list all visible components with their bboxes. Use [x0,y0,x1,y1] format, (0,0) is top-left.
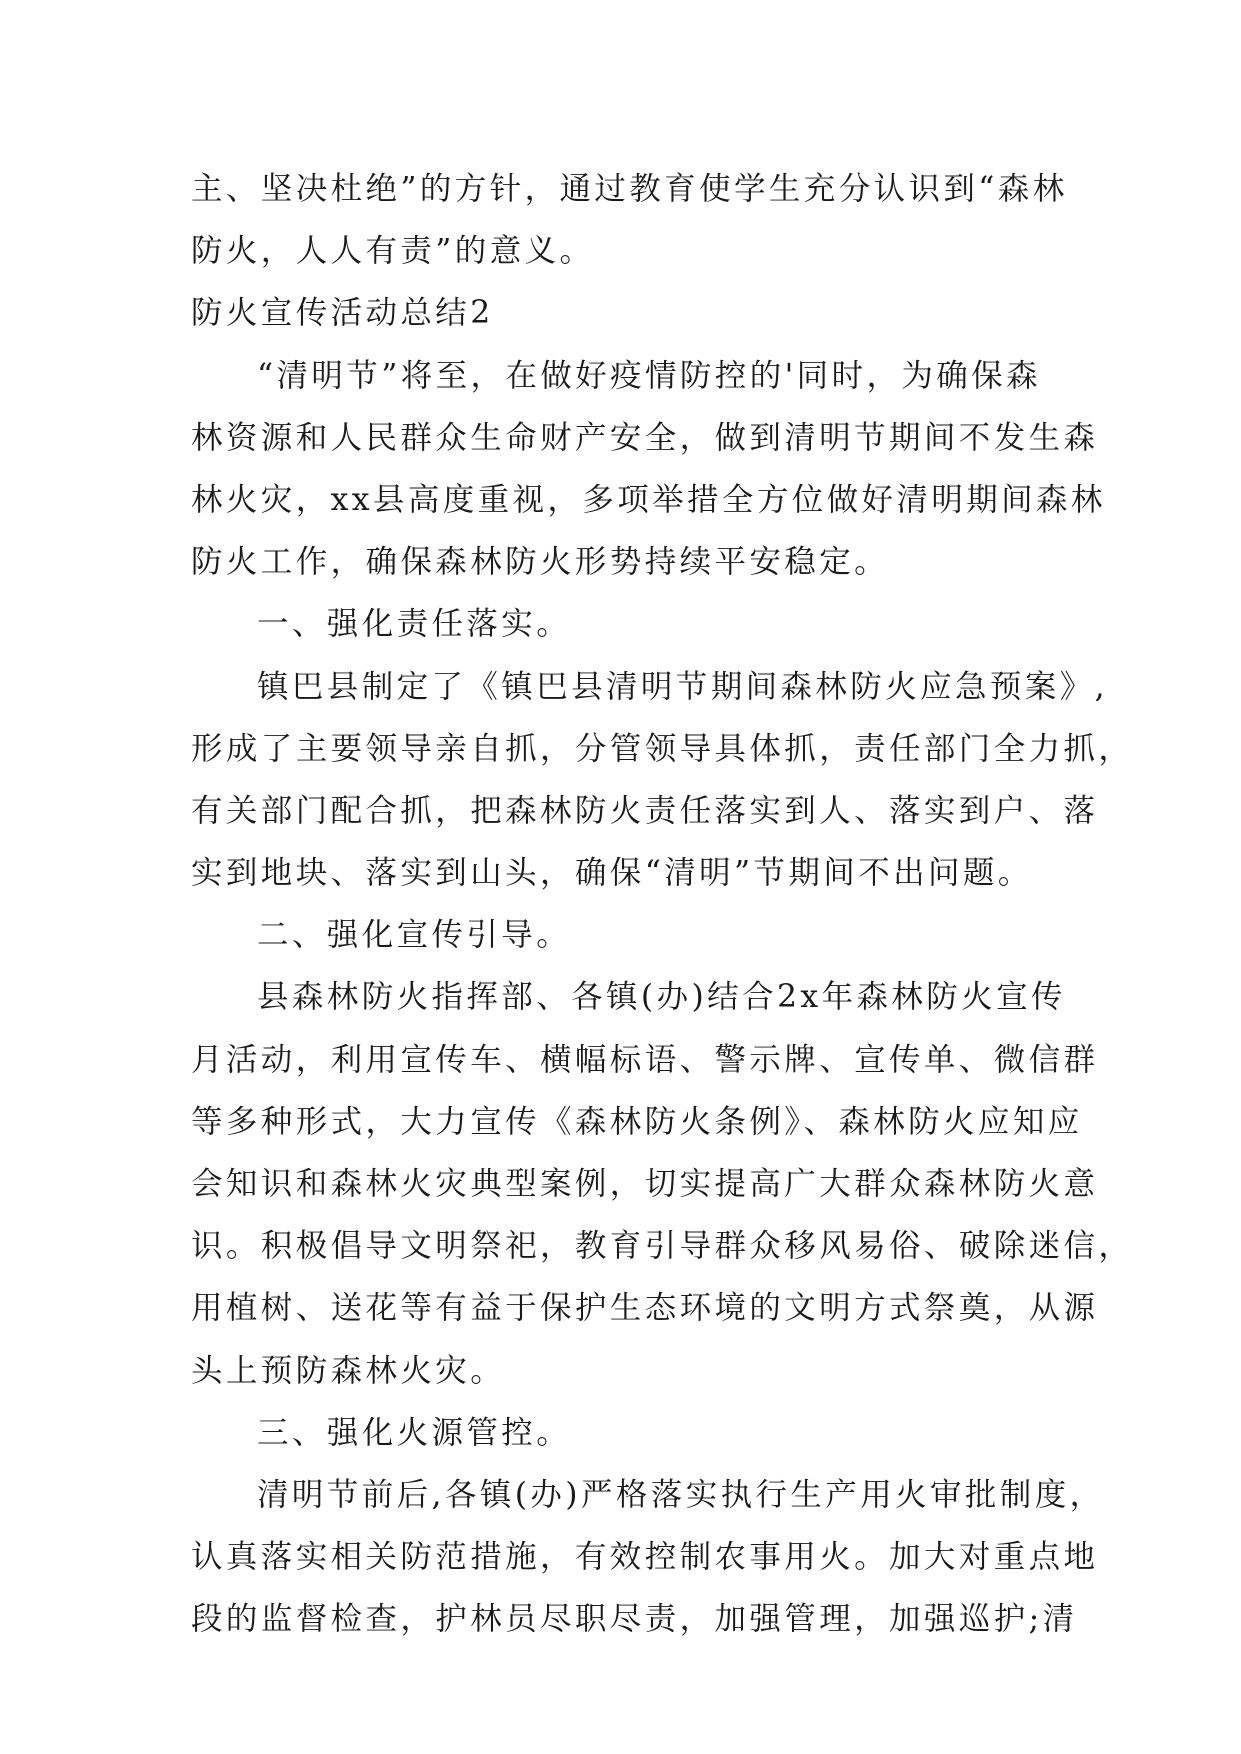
text-line: 林火灾，xx县高度重视，多项举措全方位做好清明期间森林 [191,481,1106,518]
section-title: 防火宣传活动总结2 [191,295,494,332]
text-line: 用植树、送花等有益于保护生态环境的文明方式祭奠，从源 [191,1290,1099,1327]
text-line: 段的监督检查，护林员尽职尽责，加强管理，加强巡护;清 [191,1601,1078,1638]
text-line: 形成了主要领导亲自抓，分管领导具体抓，责任部门全力抓， [191,730,1134,767]
paragraph-start: 县森林防火指挥部、各镇(办)结合2x年森林防火宣传 [257,979,1066,1016]
subheading: 二、强化宣传引导。 [257,917,572,954]
text-line: 等多种形式，大力宣传《森林防火条例》、森林防火应知应 [191,1103,1083,1140]
text-line: 识。积极倡导文明祭祀，教育引导群众移风易俗、破除迷信， [191,1228,1134,1265]
document-body [191,158,1134,1651]
paragraph-start: 镇巴县制定了《镇巴县清明节期间森林防火应急预案》, [257,668,1109,705]
paragraph-start: 清明节前后,各镇(办)严格落实执行生产用火审批制度， [257,1476,1105,1513]
paragraph-start: “清明节”将至，在做好疫情防控的'同时，为确保森 [257,357,1041,394]
text-line: 实到地块、落实到山头，确保“清明”节期间不出问题。 [191,855,1033,892]
text-line: 月活动，利用宣传车、横幅标语、警示牌、宣传单、微信群 [191,1041,1099,1078]
text-line: 主、坚决杜绝”的方针，通过教育使学生充分认识到“森林 [191,171,1068,207]
text-line: 防火，人人有责”的意义。 [191,233,595,270]
text-line: 防火工作，确保森林防火形势持续平安稳定。 [191,544,890,581]
subheading: 一、强化责任落实。 [257,606,572,643]
text-line: 林资源和人民群众生命财产安全，做到清明节期间不发生森 [191,419,1099,456]
text-line: 头上预防森林火灾。 [191,1352,506,1389]
text-line: 认真落实相关防范措施，有效控制农事用火。加大对重点地 [191,1539,1099,1576]
text-line: 会知识和森林火灾典型案例，切实提高广大群众森林防火意 [191,1166,1099,1202]
text-line: 有关部门配合抓，把森林防火责任落实到人、落实到户、落 [191,792,1099,829]
subheading: 三、强化火源管控。 [257,1414,572,1451]
